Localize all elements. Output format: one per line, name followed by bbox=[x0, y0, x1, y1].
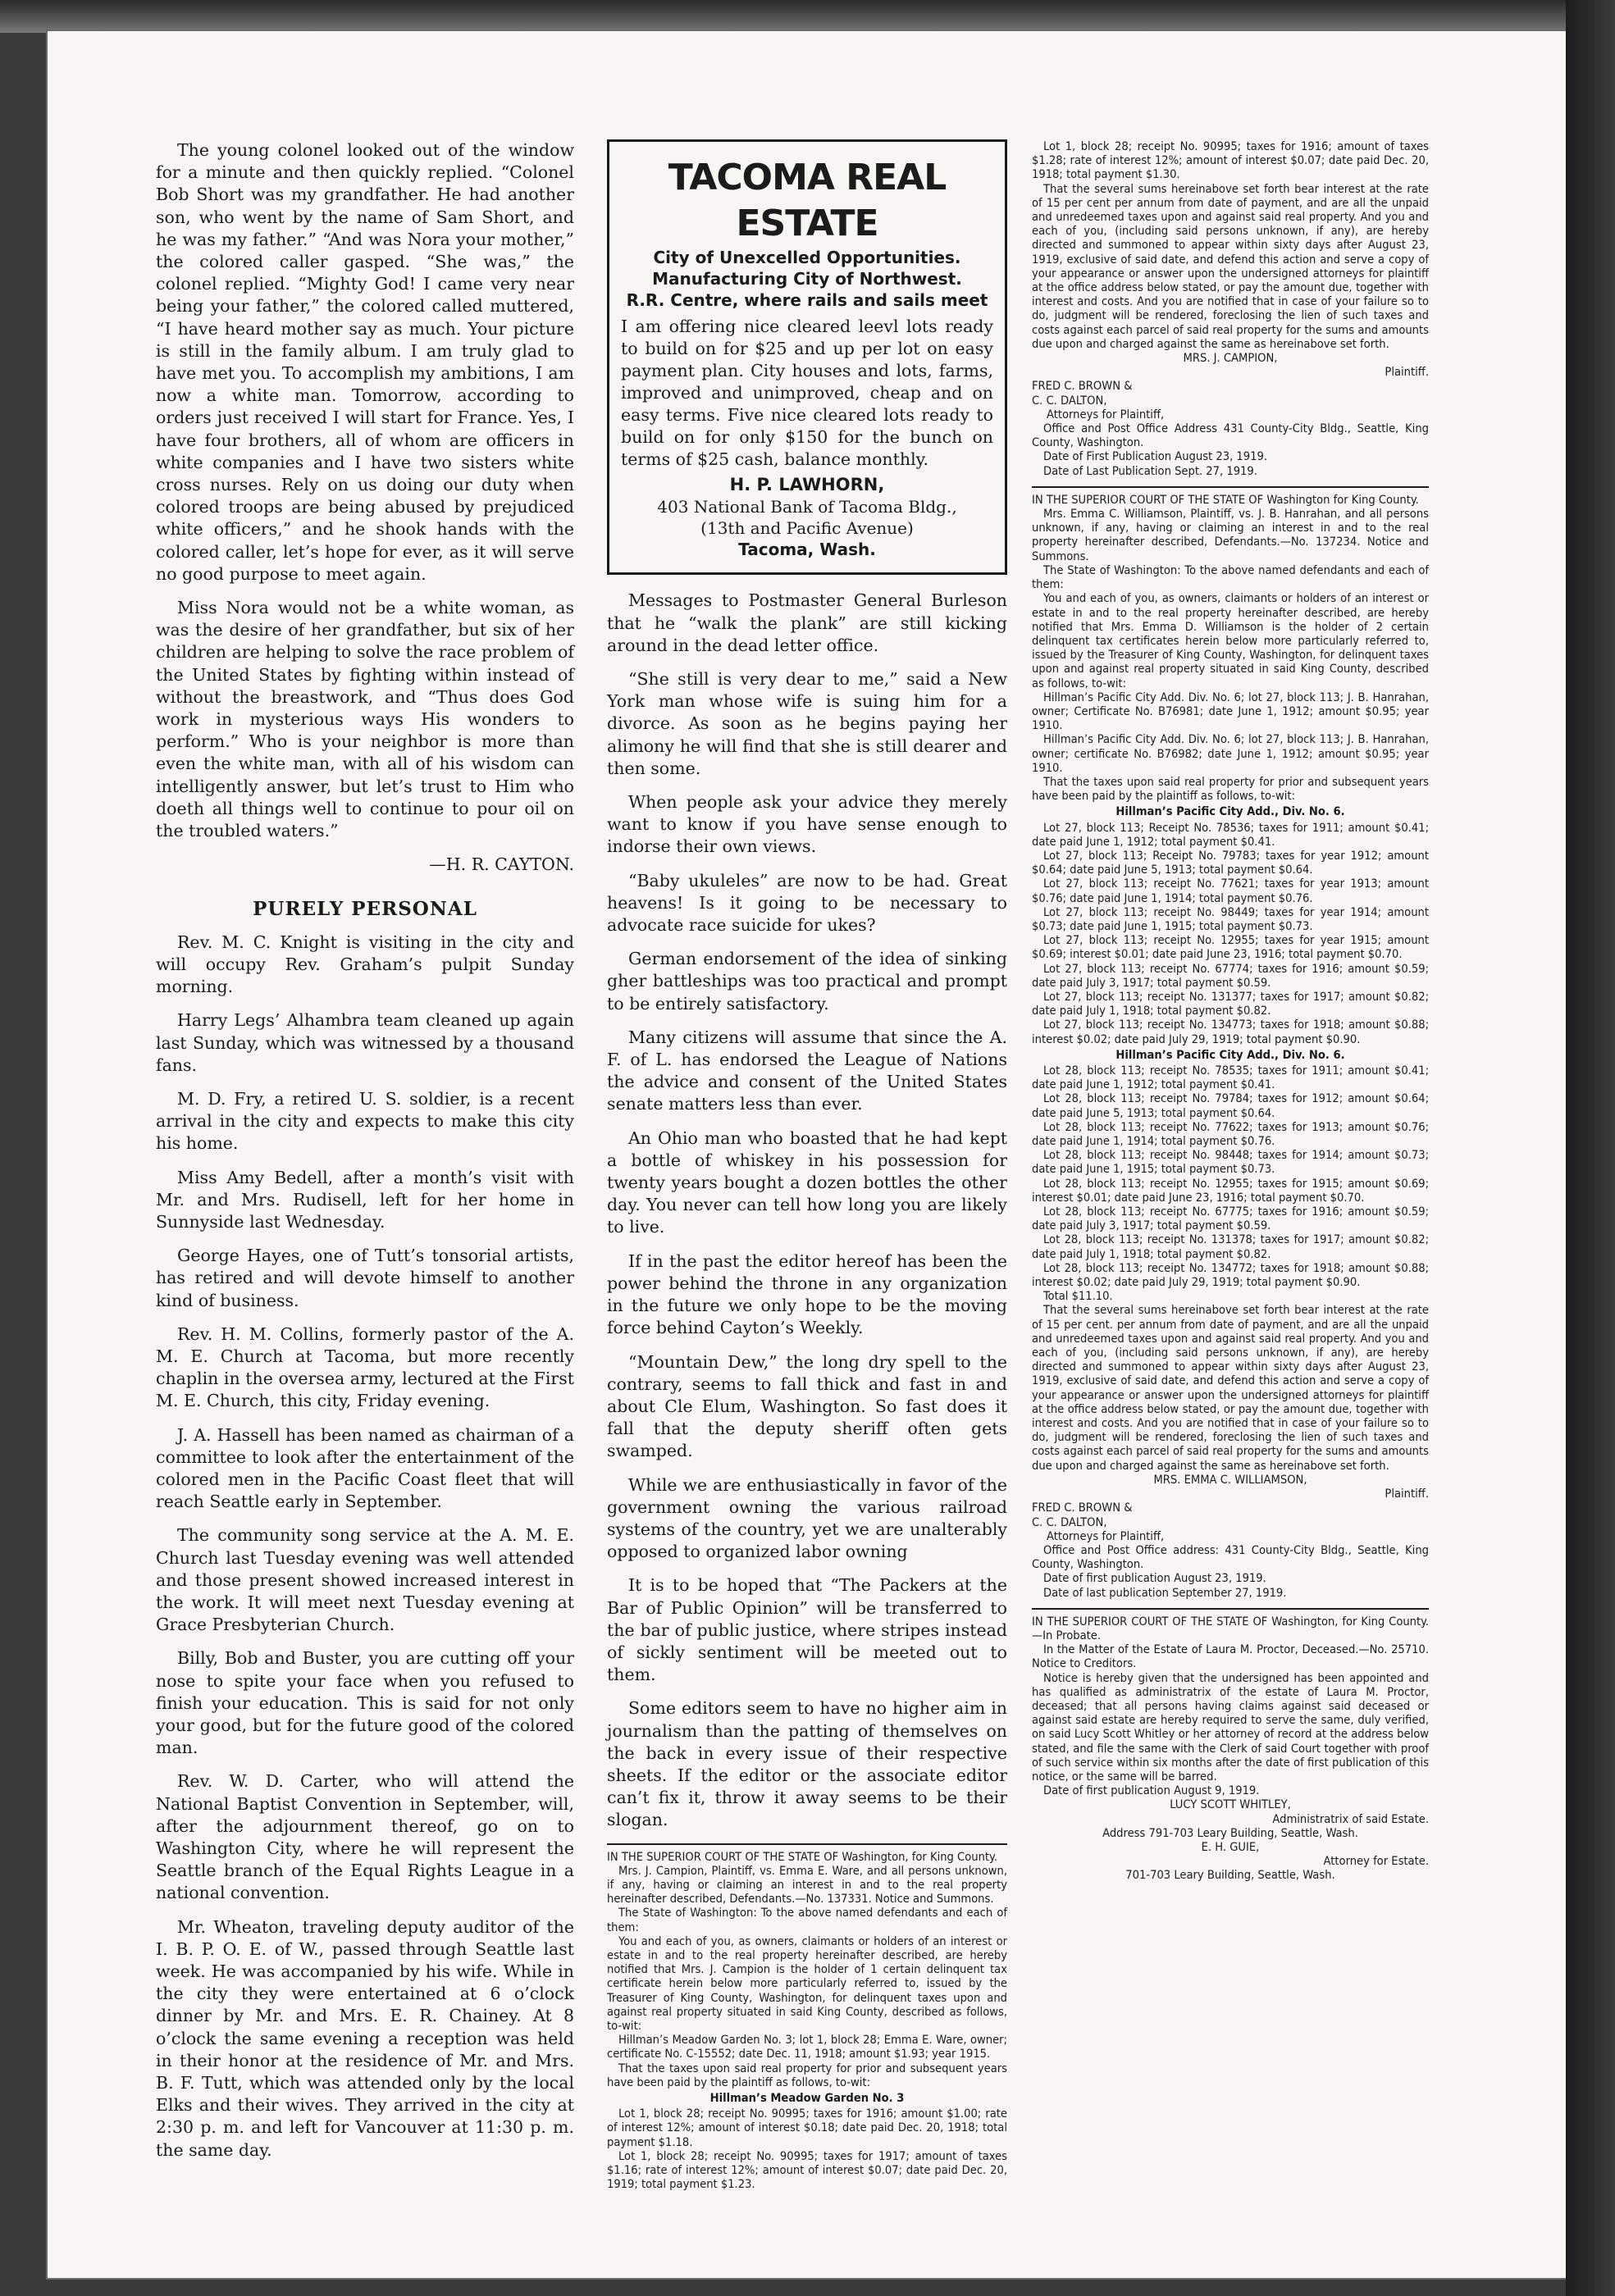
tacoma-real-estate-ad bbox=[607, 139, 1007, 575]
personal-item: Billy, Bob and Buster, you are cutting off your nose to spite your face when you refused to finish your education. This is said for not only your good, but for the future good of the colored man. bbox=[156, 1648, 574, 1758]
editorial-paragraph: Some editors seem to have no higher aim in journalism than the patting of themselves on the back in every issue of their respective sheets. If the editor or the associate editor can’t fix it, throw it away seems to be their slogan. bbox=[607, 1698, 1007, 1830]
case-title: Mrs. Emma C. Williamson, Plaintiff, vs. J. B. Hanrahan, and all persons unknown, if any, having or claiming an interest in and to the real property hereinafter described, Defendants.—No. 137234. Notice and Summons. bbox=[1032, 507, 1429, 563]
tax-entry: Lot 27, block 113; receipt No. 98449; taxes for year 1914; amount $0.73; date paid June 1, 1915; total payment $0.73. bbox=[1032, 904, 1429, 933]
personal-item: George Hayes, one of Tutt’s tonsorial artists, has retired and will devote himself to another kind of business. bbox=[156, 1246, 574, 1310]
tax-entry: Lot 27, block 113; Receipt No. 78536; taxes for 1911; amount $0.41; date paid June 1, 1912; total payment $0.41. bbox=[1032, 820, 1429, 849]
legal-subheading: Hillman’s Pacific City Add., Div. No. 6. bbox=[1115, 804, 1345, 819]
story-paragraph: The young colonel looked out of the window for a minute and then quickly replied. “Colonel Bob Short was my grandfather. He had another son, who went by the name of Sam Short, and he was my father.” “And was Nora your mother,” the colored caller gasped. “She was,” the colonel replied. “Mighty God! I came very near being your father,” the colored called muttered, “I have heard mother say as much. Your picture is still in the family album. I am truly glad to have met you. To accomplish my ambitions, I am now a white man. Tomorrow, according to orders just received I will start for France. Yes, I have four brothers, all of whom are officers in white companies and I have two sisters white cross nurses. Rely on us doing our duty when colored troops are being abused by prejudiced white officers,” and he shook hands with the colored caller, let’s hope for ever, as it will serve no good purpose to meet again. bbox=[156, 140, 574, 584]
editorial-paragraph: An Ohio man who boasted that he had kept a bottle of whiskey in his possession for twenty years bought a dozen bottles the other day. You never can tell how long you are likely to live. bbox=[607, 1128, 1007, 1237]
attorney-address: Office and Post Office Address 431 County-City Bldg., Seattle, King County, Washington. bbox=[1032, 421, 1429, 450]
administratrix-address: Address 791-703 Leary Building, Seattle, Wash. bbox=[1102, 1825, 1358, 1840]
legal-text: You and each of you, as owners, claimants or holders of an interest or estate in and to the real property hereinafter described, are hereby notified that Mrs. Emma D. Williamson is the holder of 2 certain delinquent tax certificates herein below more particularly referred to, issued by the Treasurer of King County, Washington, for delinquent taxes upon and against real property situated in said King County, described as follows, to-wit: bbox=[1032, 591, 1429, 690]
section-heading-personal: PURELY PERSONAL bbox=[253, 897, 477, 920]
ad-address: (13th and Pacific Avenue) bbox=[700, 518, 914, 539]
court-caption: IN THE SUPERIOR COURT OF THE STATE OF Washington, for King County.—In Probate. bbox=[1032, 1614, 1429, 1642]
attorney-name: FRED C. BROWN & bbox=[1032, 1501, 1133, 1515]
legal-text: Lot 1, block 28; receipt No. 90995; taxes for 1917; amount of taxes $1.16; rate of interest 12%; amount of interest $0.07; date paid Dec. 20, 1919; total payment $1.23. bbox=[607, 2148, 1007, 2192]
editorial-paragraph: “She still is very dear to me,” said a New York man whose wife is suing him for a divorce. As soon as he begins paying her alimony he will find that she is still dearer and then some. bbox=[607, 669, 1007, 778]
editorial-paragraph: It is to be hoped that “The Packers at the Bar of Public Opinion” will be transferred to the bar of public justice, where stripes instead of sickly sentiment will be meeted out to them. bbox=[607, 1575, 1007, 1685]
legal-notice-campion-continued bbox=[1032, 139, 1429, 478]
ad-subtitle: City of Unexcelled Opportunities. bbox=[653, 248, 961, 267]
editorial-paragraph: When people ask your advice they merely want to know if you have sense enough to indorse their own views. bbox=[607, 792, 1007, 857]
legal-signature: LUCY SCOTT WHITLEY, bbox=[1170, 1797, 1291, 1812]
legal-text: Notice is hereby given that the undersigned has been appointed and has qualified as administratrix of the estate of Laura M. Proctor, deceased; that all persons having claims against said deceased or against said estate are hereby required to serve the same, duly verified, on said Lucy Scott Whitley or her attorney of record at the address below stated, and file the same with the Clerk of said Court together with proof of such service within six months after the date of first publication of this notice, or the same will be barred. bbox=[1032, 1670, 1429, 1784]
legal-notice-williamson bbox=[1032, 486, 1429, 1600]
legal-text: That the taxes upon said real property for prior and subsequent years have been paid by the plaintiff as follows, to-wit: bbox=[607, 2061, 1007, 2089]
personal-item: M. D. Fry, a retired U. S. soldier, is a recent arrival in the city and expects to make this city his home. bbox=[156, 1088, 574, 1154]
personal-item: Rev. W. D. Carter, who will attend the National Baptist Convention in September, will, after the adjournment thereof, go on to Washington City, where he will represent the Seattle branch of the Equal Rights League in a national convention. bbox=[156, 1771, 574, 1903]
attorney-name: E. H. GUIE, bbox=[1201, 1839, 1260, 1854]
legal-text: Hillman’s Pacific City Add. Div. No. 6; lot 27, block 113; J. B. Hanrahan, owner; certificate No. B76982; date June 1, 1912; amount $0.95; year 1910. bbox=[1032, 732, 1429, 775]
publication-date: Date of first publication August 23, 1919. bbox=[1043, 1571, 1266, 1586]
tax-entry: Lot 28, block 113; receipt No. 77622; taxes for 1913; amount $0.76; date paid June 1, 1914; total payment $0.76. bbox=[1032, 1119, 1429, 1149]
editorial-paragraph: “Baby ukuleles” are now to be had. Great heavens! Is it going to be necessary to advocate race suicide for ukes? bbox=[607, 870, 1007, 936]
attorney-name: FRED C. BROWN & bbox=[1032, 379, 1133, 394]
tax-total: Total $11.10. bbox=[1043, 1289, 1113, 1304]
court-caption: IN THE SUPERIOR COURT OF THE STATE OF Washington for King County. bbox=[1032, 492, 1419, 507]
attorney-address: 701-703 Leary Building, Seattle, Wash. bbox=[1125, 1868, 1335, 1883]
publication-date: Date of last publication September 27, 1919. bbox=[1043, 1585, 1287, 1600]
legal-text: The State of Washington: To the above named defendants and each of them: bbox=[1032, 563, 1429, 592]
story-signature: —H. R. CAYTON. bbox=[429, 854, 574, 875]
legal-notice-campion bbox=[607, 1843, 1007, 2192]
editorial-paragraph: While we are enthusiastically in favor of the government owning the various railroad systems of the country, yet we are unalterably opposed to organized labor owning bbox=[607, 1474, 1007, 1562]
legal-subheading: Hillman’s Meadow Garden No. 3 bbox=[709, 2091, 905, 2106]
scan-edge-right bbox=[1566, 0, 1615, 2296]
scan-edge-top bbox=[0, 0, 1615, 33]
attorney-role: Attorneys for Plaintiff, bbox=[1047, 407, 1165, 421]
tax-entry: Lot 27, block 113; receipt No. 67774; taxes for 1916; amount $0.59; date paid July 3, 1917; total payment $0.59. bbox=[1032, 961, 1429, 990]
tax-entry: Lot 27, block 113; receipt No. 77621; taxes for year 1913; amount $0.76; date paid June 1, 1914; total payment $0.76. bbox=[1032, 877, 1429, 905]
tax-entry: Lot 27, block 113; receipt No. 12955; taxes for year 1915; amount $0.69; interest $0.01; date paid June 23, 1916; total payment $0.70. bbox=[1032, 933, 1429, 962]
tax-entry: Lot 28, block 113; receipt No. 78535; taxes for 1911; amount $0.41; date paid June 1, 1912; total payment $0.41. bbox=[1032, 1064, 1429, 1092]
editorial-paragraph: “Mountain Dew,” the long dry spell to the contrary, seems to fall thick and fast in and about Cle Elum, Washington. So fast does it fall that the deputy sheriff often gets swamped. bbox=[607, 1351, 1007, 1461]
publication-date: Date of first publication August 9, 1919. bbox=[1043, 1784, 1260, 1798]
personal-item: Rev. M. C. Knight is visiting in the city and will occupy Rev. Graham’s pulpit Sunday morning. bbox=[156, 932, 574, 997]
legal-text: The State of Washington: To the above named defendants and each of them: bbox=[607, 1906, 1007, 1934]
legal-text: Lot 1, block 28; receipt No. 90995; taxes for 1916; amount $1.00; rate of interest 12%; amount of interest $0.18; date paid Dec. 20, 1918; total payment $1.18. bbox=[607, 2107, 1007, 2149]
case-title: Mrs. J. Campion, Plaintiff, vs. Emma E. Ware, and all persons unknown, if any, having or claiming an interest in and to the real property hereinafter described, Defendants.—No. 137331. Notice and Summons. bbox=[607, 1863, 1007, 1906]
legal-text: Lot 1, block 28; receipt No. 90995; taxes for 1916; amount of taxes $1.28; rate of interest 12%; amount of interest $0.07; date paid Dec. 20, 1918; total payment $1.30. bbox=[1032, 139, 1429, 182]
legal-text: Hillman’s Pacific City Add. Div. No. 6; lot 27, block 113; J. B. Hanrahan, owner; Certificate No. B76981; date June 1, 1912; amount $0.95; year 1910. bbox=[1032, 690, 1429, 733]
column-2 bbox=[607, 139, 1007, 2191]
ad-subtitle: Manufacturing City of Northwest. bbox=[652, 269, 962, 289]
column-3 bbox=[1032, 139, 1429, 1883]
attorney-role: Attorneys for Plaintiff, bbox=[1047, 1528, 1165, 1543]
legal-subheading: Hillman’s Pacific City Add., Div. No. 6. bbox=[1115, 1047, 1345, 1062]
tax-entry: Lot 28, block 113; receipt No. 98448; taxes for 1914; amount $0.73; date paid June 1, 1915; total payment $0.73. bbox=[1032, 1148, 1429, 1177]
personal-item: Harry Legs’ Alhambra team cleaned up again last Sunday, which was witnessed by a thousand fans. bbox=[156, 1010, 574, 1075]
tax-entry: Lot 27, block 113; receipt No. 134773; taxes for 1918; amount $0.88; interest $0.02; date paid July 29, 1919; total payment $0.90. bbox=[1032, 1018, 1429, 1046]
tax-entry: Lot 28, block 113; receipt No. 79784; taxes for 1912; amount $0.64; date paid June 5, 1913; total payment $0.64. bbox=[1032, 1091, 1429, 1120]
legal-text: Hillman’s Meadow Garden No. 3; lot 1, block 28; Emma E. Ware, owner; certificate No. C-15552; date Dec. 11, 1918; amount $1.93; year 1915. bbox=[607, 2033, 1007, 2061]
tax-entry: Lot 28, block 113; receipt No. 67775; taxes for 1916; amount $0.59; date paid July 3, 1917; total payment $0.59. bbox=[1032, 1205, 1429, 1233]
editorial-paragraph: Many citizens will assume that since the A. F. of L. has endorsed the League of Nations the advice and consent of the United States senate matters less than ever. bbox=[607, 1027, 1007, 1114]
personal-item: Rev. H. M. Collins, formerly pastor of the A. M. E. Church at Tacoma, but more recently chaplin in the oversea army, lectured at the First M. E. Church, this city, Friday evening. bbox=[156, 1323, 574, 1411]
attorney-name: C. C. DALTON, bbox=[1032, 1515, 1107, 1529]
legal-signature-role: Administratrix of said Estate. bbox=[1272, 1811, 1429, 1826]
legal-text: That the several sums hereinabove set forth bear interest at the rate of 15 per cent per annum from date of payment, and are all the unpaid and unredeemed taxes upon and against said real property. And you and each of you, (including said persons unknown, if any), are hereby directed and summoned to appear within sixty days after August 23, 1919, exclusive of said date, and defend this action and serve a copy of your appearance or answer upon the undersigned attorneys for plaintiff at the office address below stated, or pay the amount due, together with interest and costs. And you are notified that in case of your failure so to do, judgment will be rendered, foreclosing the lien of such taxes and costs against each parcel of said real property for the sums and amounts due upon and charged against the same as hereinabove set forth. bbox=[1032, 181, 1429, 351]
ad-advertiser: H. P. LAWHORN, bbox=[729, 475, 885, 494]
legal-signature-role: Plaintiff. bbox=[1385, 1487, 1429, 1501]
case-title: In the Matter of the Estate of Laura M. Proctor, Deceased.—No. 25710. Notice to Creditors. bbox=[1032, 1642, 1429, 1671]
editorial-paragraph: Messages to Postmaster General Burleson that he “walk the plank” are still kicking around in the dead letter office. bbox=[607, 590, 1007, 655]
ad-title: TACOMA REAL ESTATE bbox=[668, 157, 947, 244]
legal-text: That the several sums hereinabove set forth bear interest at the rate of 15 per cent. per annum from date of payment, and are all the unpaid and unredeemed taxes upon and against said real property. And you and each of you, (including said persons unknown, if any), are hereby directed and summoned to appear within sixty days after August 23, 1919, exclusive of said date, and defend this action and serve a copy of your appearance or answer upon the undersigned attorneys for plaintiff at the office address below stated, or pay the amount due, together with interest and costs. And you are notified that in case of your failure so to do, judgment will be rendered, foreclosing the lien of such taxes and costs against each parcel of said real property for the sums and amounts due upon and charged against the same as hereinabove set forth. bbox=[1032, 1303, 1429, 1473]
column-1 bbox=[156, 139, 574, 2173]
story-paragraph: Miss Nora would not be a white woman, as was the desire of her grandfather, but six of her children are helping to solve the race problem of the United States by fighting within instead of without the breastwork, and “Thus does God work in mysterious ways His wonders to perform.” Who is your neighbor is more than even the white man, with all of his wisdom can intelligently answer, but let’s trust to Him who doeth all things well to continue to pour oil on the troubled waters.” bbox=[156, 598, 574, 841]
ad-address: 403 National Bank of Tacoma Bldg., bbox=[657, 497, 957, 517]
attorney-name: C. C. DALTON, bbox=[1032, 393, 1107, 408]
legal-signature: MRS. EMMA C. WILLIAMSON, bbox=[1153, 1472, 1307, 1487]
tax-entry: Lot 28, block 113; receipt No. 12955; taxes for 1915; amount $0.69; interest $0.01; date paid June 23, 1916; total payment $0.70. bbox=[1032, 1176, 1429, 1205]
tax-entry: Lot 27, block 113; Receipt No. 79783; taxes for year 1912; amount $0.64; date paid June 5, 1913; total payment $0.64. bbox=[1032, 848, 1429, 877]
tax-entry: Lot 28, block 113; receipt No. 131378; taxes for 1917; amount $0.82; date paid July 1, 1918; total payment $0.82. bbox=[1032, 1232, 1429, 1261]
legal-signature: MRS. J. CAMPION, bbox=[1183, 351, 1278, 366]
publication-date: Date of Last Publication Sept. 27, 1919. bbox=[1043, 463, 1257, 478]
legal-text: You and each of you, as owners, claimants or holders of an interest or estate in and to the real property hereinafter described, are hereby notified that Mrs. J. Campion is the holder of 1 certain delinquent tax certificate herein below more particularly referred to, issued by the Treasurer of King County, Washington, for delinquent taxes upon and against real property situated in said King County, described as follows, to-wit: bbox=[607, 1934, 1007, 2033]
legal-signature-role: Plaintiff. bbox=[1385, 365, 1429, 380]
court-caption: IN THE SUPERIOR COURT OF THE STATE OF Washington, for King County. bbox=[607, 1849, 997, 1864]
editorial-paragraph: If in the past the editor hereof has been the power behind the throne in any organization in the future we only hope to be the moving force behind Cayton’s Weekly. bbox=[607, 1250, 1007, 1338]
tax-entry: Lot 27, block 113; receipt No. 131377; taxes for 1917; amount $0.82; date paid July 1, 1918; total payment $0.82. bbox=[1032, 989, 1429, 1018]
personal-item: Miss Amy Bedell, after a month’s visit with Mr. and Mrs. Rudisell, left for her home in Sunnyside last Wednesday. bbox=[156, 1167, 574, 1232]
attorney-address: Office and Post Office address: 431 County-City Bldg., Seattle, King County, Washington. bbox=[1032, 1542, 1429, 1572]
tax-entry: Lot 28, block 113; receipt No. 134772; taxes for 1918; amount $0.88; interest $0.02; date paid July 29, 1919; total payment $0.90. bbox=[1032, 1260, 1429, 1290]
attorney-role: Attorney for Estate. bbox=[1323, 1854, 1429, 1869]
personal-item: The community song service at the A. M. E. Church last Tuesday evening was well attended and those present showed increased interest in the work. It will meet next Tuesday evening at Grace Presbyterian Church. bbox=[156, 1525, 574, 1635]
personal-item: Mr. Wheaton, traveling deputy auditor of the I. B. P. O. E. of W., passed through Seattle last week. He was accompanied by his wife. While in the city they were entertained at 6 o’clock dinner by Mr. and Mrs. E. R. Chainey. At 8 o’clock the same evening a reception was held in their honor at the residence of Mr. and Mrs. B. F. Tutt, which was attended only by the local Elks and their wives. They arrived in the city at 2:30 p. m. and left for Vancouver at 11:30 p. m. the same day. bbox=[156, 1916, 574, 2160]
ad-body: I am offering nice cleared leevl lots ready to build on for $25 and up per lot on easy payment plan. City houses and lots, farms, improved and unimproved, cheap and on easy terms. Five nice cleared lots ready to build on for only $150 for the bunch on terms of $25 cash, balance monthly. bbox=[621, 317, 993, 469]
editorial-paragraph: German endorsement of the idea of sinking gher battleships was too practical and prompt to be entirely satisfactory. bbox=[607, 949, 1007, 1014]
legal-notice-proctor-probate bbox=[1032, 1608, 1429, 1883]
legal-text: That the taxes upon said real property for prior and subsequent years have been paid by the plaintiff as follows, to-wit: bbox=[1032, 774, 1429, 804]
ad-city: Tacoma, Wash. bbox=[738, 540, 876, 560]
personal-item: J. A. Hassell has been named as chairman of a committee to look after the entertainment of the colored men in the Pacific Coast fleet that will reach Seattle early in September. bbox=[156, 1424, 574, 1512]
publication-date: Date of First Publication August 23, 1919. bbox=[1043, 449, 1267, 464]
ad-subtitle: R.R. Centre, where rails and sails meet bbox=[626, 290, 988, 310]
